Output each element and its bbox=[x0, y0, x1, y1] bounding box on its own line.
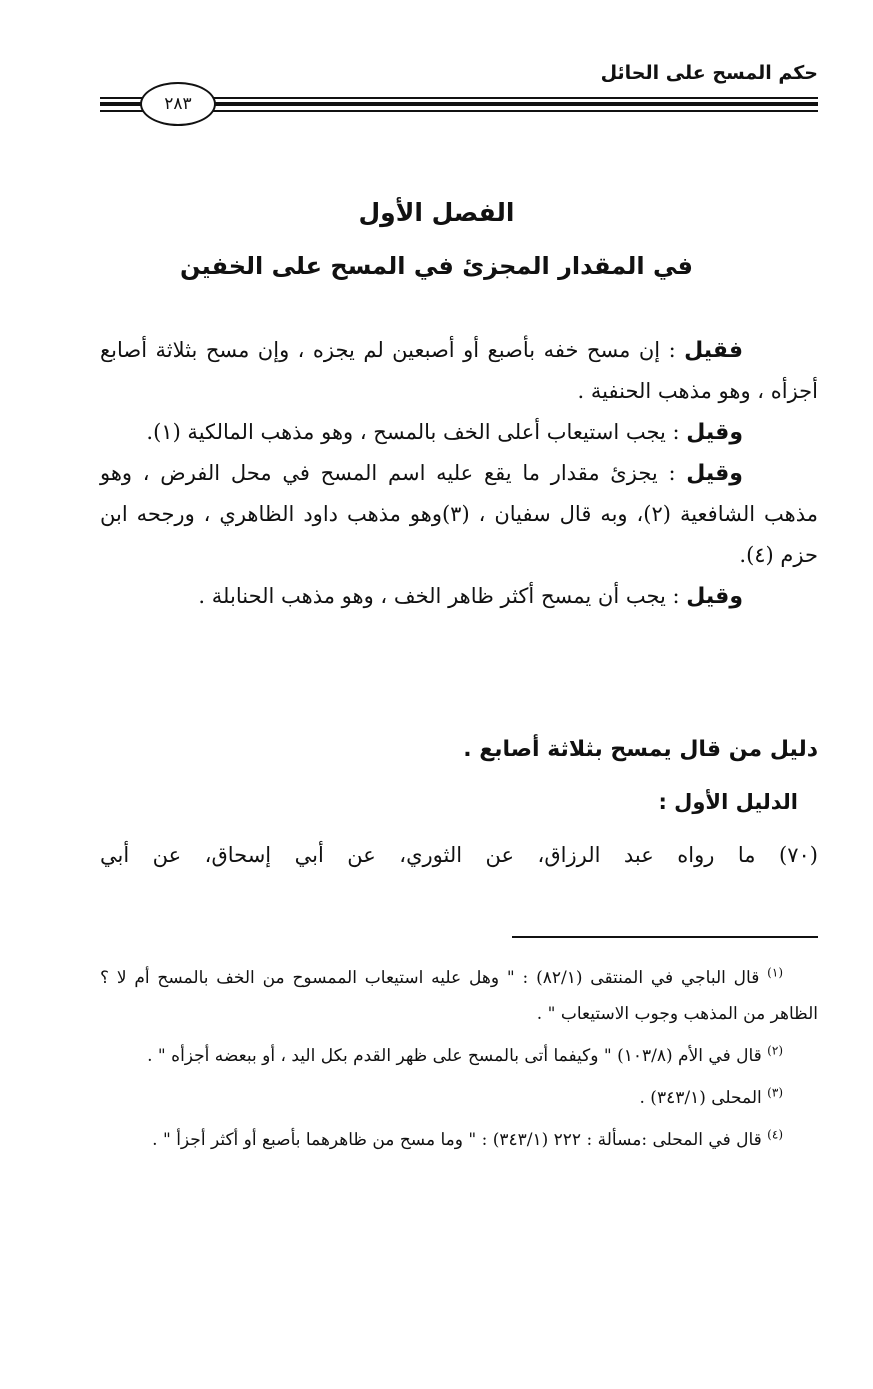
section-heading: دليل من قال يمسح بثلاثة أصابع . bbox=[463, 737, 818, 762]
hadith-line: (٧٠) ما رواه عبد الرزاق، عن الثوري، عن أبي إسحاق، عن أبي bbox=[100, 843, 818, 867]
evidence-heading: الدليل الأول : bbox=[658, 790, 798, 814]
opinion-paragraph bbox=[100, 412, 818, 453]
opinion-text: : إن مسح خفه بأصبع أو أصبعين لم يجزه ، وإن مسح بثلاثة أصابع أجزأه ، وهو مذهب الحنفية . bbox=[100, 338, 818, 403]
opinion-label: وقيل bbox=[686, 461, 743, 486]
opinion-paragraph bbox=[100, 453, 818, 576]
opinion-label: فقيل bbox=[684, 338, 743, 363]
footnote-text: قال الباجي في المنتقى (٨٢/١) : " وهل عليه استيعاب الممسوح من الخف بالمسح أم لا ؟ الظاهر من المذهب وجوب الاستيعاب " . bbox=[100, 968, 818, 1024]
opinion-text: : يجب استيعاب أعلى الخف بالمسح ، وهو مذهب المالكية (١). bbox=[146, 420, 680, 444]
footnote bbox=[100, 1080, 818, 1116]
running-header-title: حكم المسح على الحائل bbox=[600, 62, 818, 84]
footnote-mark: (٣) bbox=[767, 1085, 783, 1100]
footnote-separator bbox=[512, 936, 818, 938]
footnote bbox=[100, 1038, 818, 1074]
page-number: ٢٨٣ bbox=[140, 82, 216, 126]
footnote-text: قال في المحلى :مسألة : ٢٢٢ (٣٤٣/١) : " وما مسح من ظاهرهما بأصبع أو أكثر أجزأ " . bbox=[152, 1130, 762, 1150]
footnote-mark: (١) bbox=[767, 965, 783, 980]
footnote-mark: (٢) bbox=[767, 1043, 783, 1058]
opinion-label: وقيل bbox=[686, 584, 743, 609]
opinions-block bbox=[100, 330, 818, 617]
opinion-text: : يجزئ مقدار ما يقع عليه اسم المسح في محل الفرض ، وهو مذهب الشافعية (٢)، وبه قال سفيان ، (٣)وهو مذهب داود الظاهري ، ورجحه ابن حزم (٤). bbox=[100, 461, 819, 567]
footnotes bbox=[100, 960, 818, 1164]
footnote-mark: (٤) bbox=[767, 1127, 783, 1142]
opinion-text: : يجب أن يمسح أكثر ظاهر الخف ، وهو مذهب الحنابلة . bbox=[198, 584, 680, 608]
footnote-text: المحلى (٣٤٣/١) . bbox=[639, 1088, 762, 1108]
opinion-paragraph bbox=[100, 330, 818, 412]
opinion-label: وقيل bbox=[686, 420, 743, 445]
footnote-text: قال في الأم (١٠٣/٨) " وكيفما أتى بالمسح على ظهر القدم بكل اليد ، أو ببعضه أجزأه " . bbox=[147, 1046, 762, 1066]
chapter-subtitle: في المقدار المجزئ في المسح على الخفين bbox=[180, 252, 693, 280]
opinion-paragraph bbox=[100, 576, 818, 617]
footnote bbox=[100, 1122, 818, 1158]
chapter-title: الفصل الأول bbox=[358, 198, 515, 227]
footnote bbox=[100, 960, 818, 1032]
